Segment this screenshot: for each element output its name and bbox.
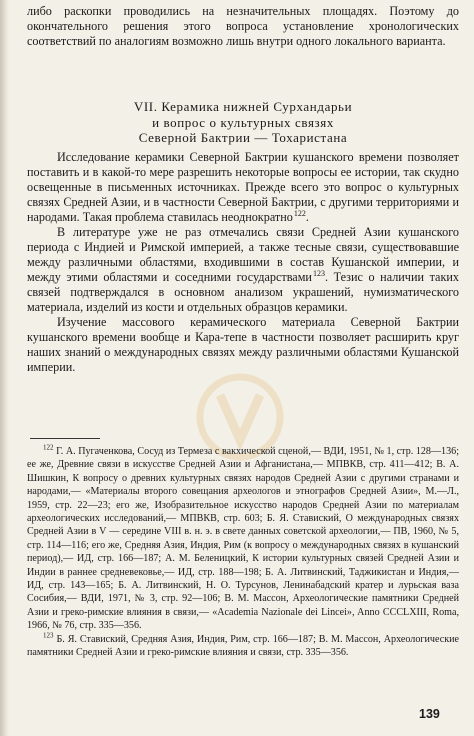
paragraph-1-text: Исследование керамики Северной Бактрии кушанского времени позволяет поставить и в какой-то мере разрешить некоторые вопросы ее истории, так скудно освещенные в письменных источниках. Прежде всего это вопрос о культурных связях Средней Азии, и в частности Северной Бактрии, с другими территориями и народами. Такая проблема ставилась неоднократно	[27, 150, 459, 224]
heading-line-1: VII. Керамика нижней Сурхандарьи	[133, 99, 353, 114]
main-text	[27, 150, 459, 375]
heading-line-3: Северной Бактрии — Тохаристана	[138, 130, 348, 145]
top-paragraph-text: либо раскопки проводились на незначительных площадях. Поэтому до окончательного решения этого вопроса установление хронологических соответствий по аналогиям возможно лишь внутри одного локального варианта.	[27, 4, 459, 48]
footnote-ref-122[interactable]: 122	[293, 208, 306, 218]
footnotes	[27, 445, 459, 660]
paragraph-2-end: . Тезис о наличии таких связей подтверждался в основном анализом украшений, нумизматического материала, изделий из кости и отдельных образцов керамики.	[27, 270, 459, 314]
top-paragraph	[27, 4, 459, 49]
page-number: 139	[419, 707, 440, 721]
footnote-122-text: Г. А. Пугаченкова, Сосуд из Термеза с вакхической сценой,— ВДИ, 1951, № 1, стр. 128—136; ее же, Древние связи в искусстве Средней Азии и Афганистана,— МПВКВ, стр. 411—412; В. А. Шишкин, К вопросу о древних культурных связях народов Средней Азии с другими странами и народами,— «Материалы второго совещания археологов и этнографов Средней Азии», М.—Л., 1959, стр. 22—23; его же, Изобразительное искусство народов Средней Азии по материалам археологических исследований,— МПВКВ, стр. 603; Б. Я. Ставиский, О международных связях Средней Азии в V — середине VIII в. н. э. в свете данных советской археологии,— ПВ, 1960, № 5, стр. 114—116; его же, Средняя Азия, Индия, Рим (к вопросу о международных связях в кушанский период),— ИД, стр. 166—187; А. М. Беленицкий, К истории культурных связей Средней Азии и Индии в раннее средневековье,— ИД, стр. 188—198; Б. А. Литвинский, Таджикистан и Индия,— ИД, стр. 143—165; Б. А. Литвинский, Н. О. Турсунов, Ленинабадский кратер и лурьская ваза Сосибия,— ВДИ, 1971, № 3, стр. 92—106; В. М. Массон, Археологические памятники Средней Азии и греко-римские влияния в связи,— «Academia Nazionale dei Lincei», Anno CCCLXIII, Roma, 1966, № 76, стр. 335—356.	[27, 446, 459, 632]
footnote-123	[27, 633, 459, 660]
paragraph-1-end: .	[305, 210, 309, 224]
footnote-122-number: 122	[43, 443, 54, 452]
footnote-ref-123[interactable]: 123	[312, 268, 325, 278]
paragraph-2	[27, 225, 459, 315]
paragraph-3: Изучение массового керамического материала Северной Бактрии кушанского времени вообще и Кара-тепе в частности позволяет расширить круг наших знаний о международных связях между различными областями Кушанской империи.	[27, 315, 459, 374]
page-spine-shadow	[0, 0, 9, 736]
paragraph-2-text: В литературе уже не раз отмечались связи Средней Азии кушанского периода с Индией и Римской империей, а также тесные связи, существовавшие между различными областями, входившими в состав Кушанской империи, и между этими областями и соседними государствами	[27, 225, 459, 284]
footnote-123-text: Б. Я. Ставиский, Средняя Азия, Индия, Рим, стр. 166—187; В. М. Массон, Археологические памятники Средней Азии и греко-римские влияния и связи, стр. 335—356.	[27, 633, 459, 659]
footnote-122	[27, 445, 459, 633]
footnote-123-number: 123	[43, 631, 54, 640]
section-heading	[27, 99, 459, 146]
heading-line-2: и вопрос о культурных связях	[152, 114, 334, 130]
paragraph-1	[27, 150, 459, 225]
footnote-separator	[30, 438, 100, 439]
